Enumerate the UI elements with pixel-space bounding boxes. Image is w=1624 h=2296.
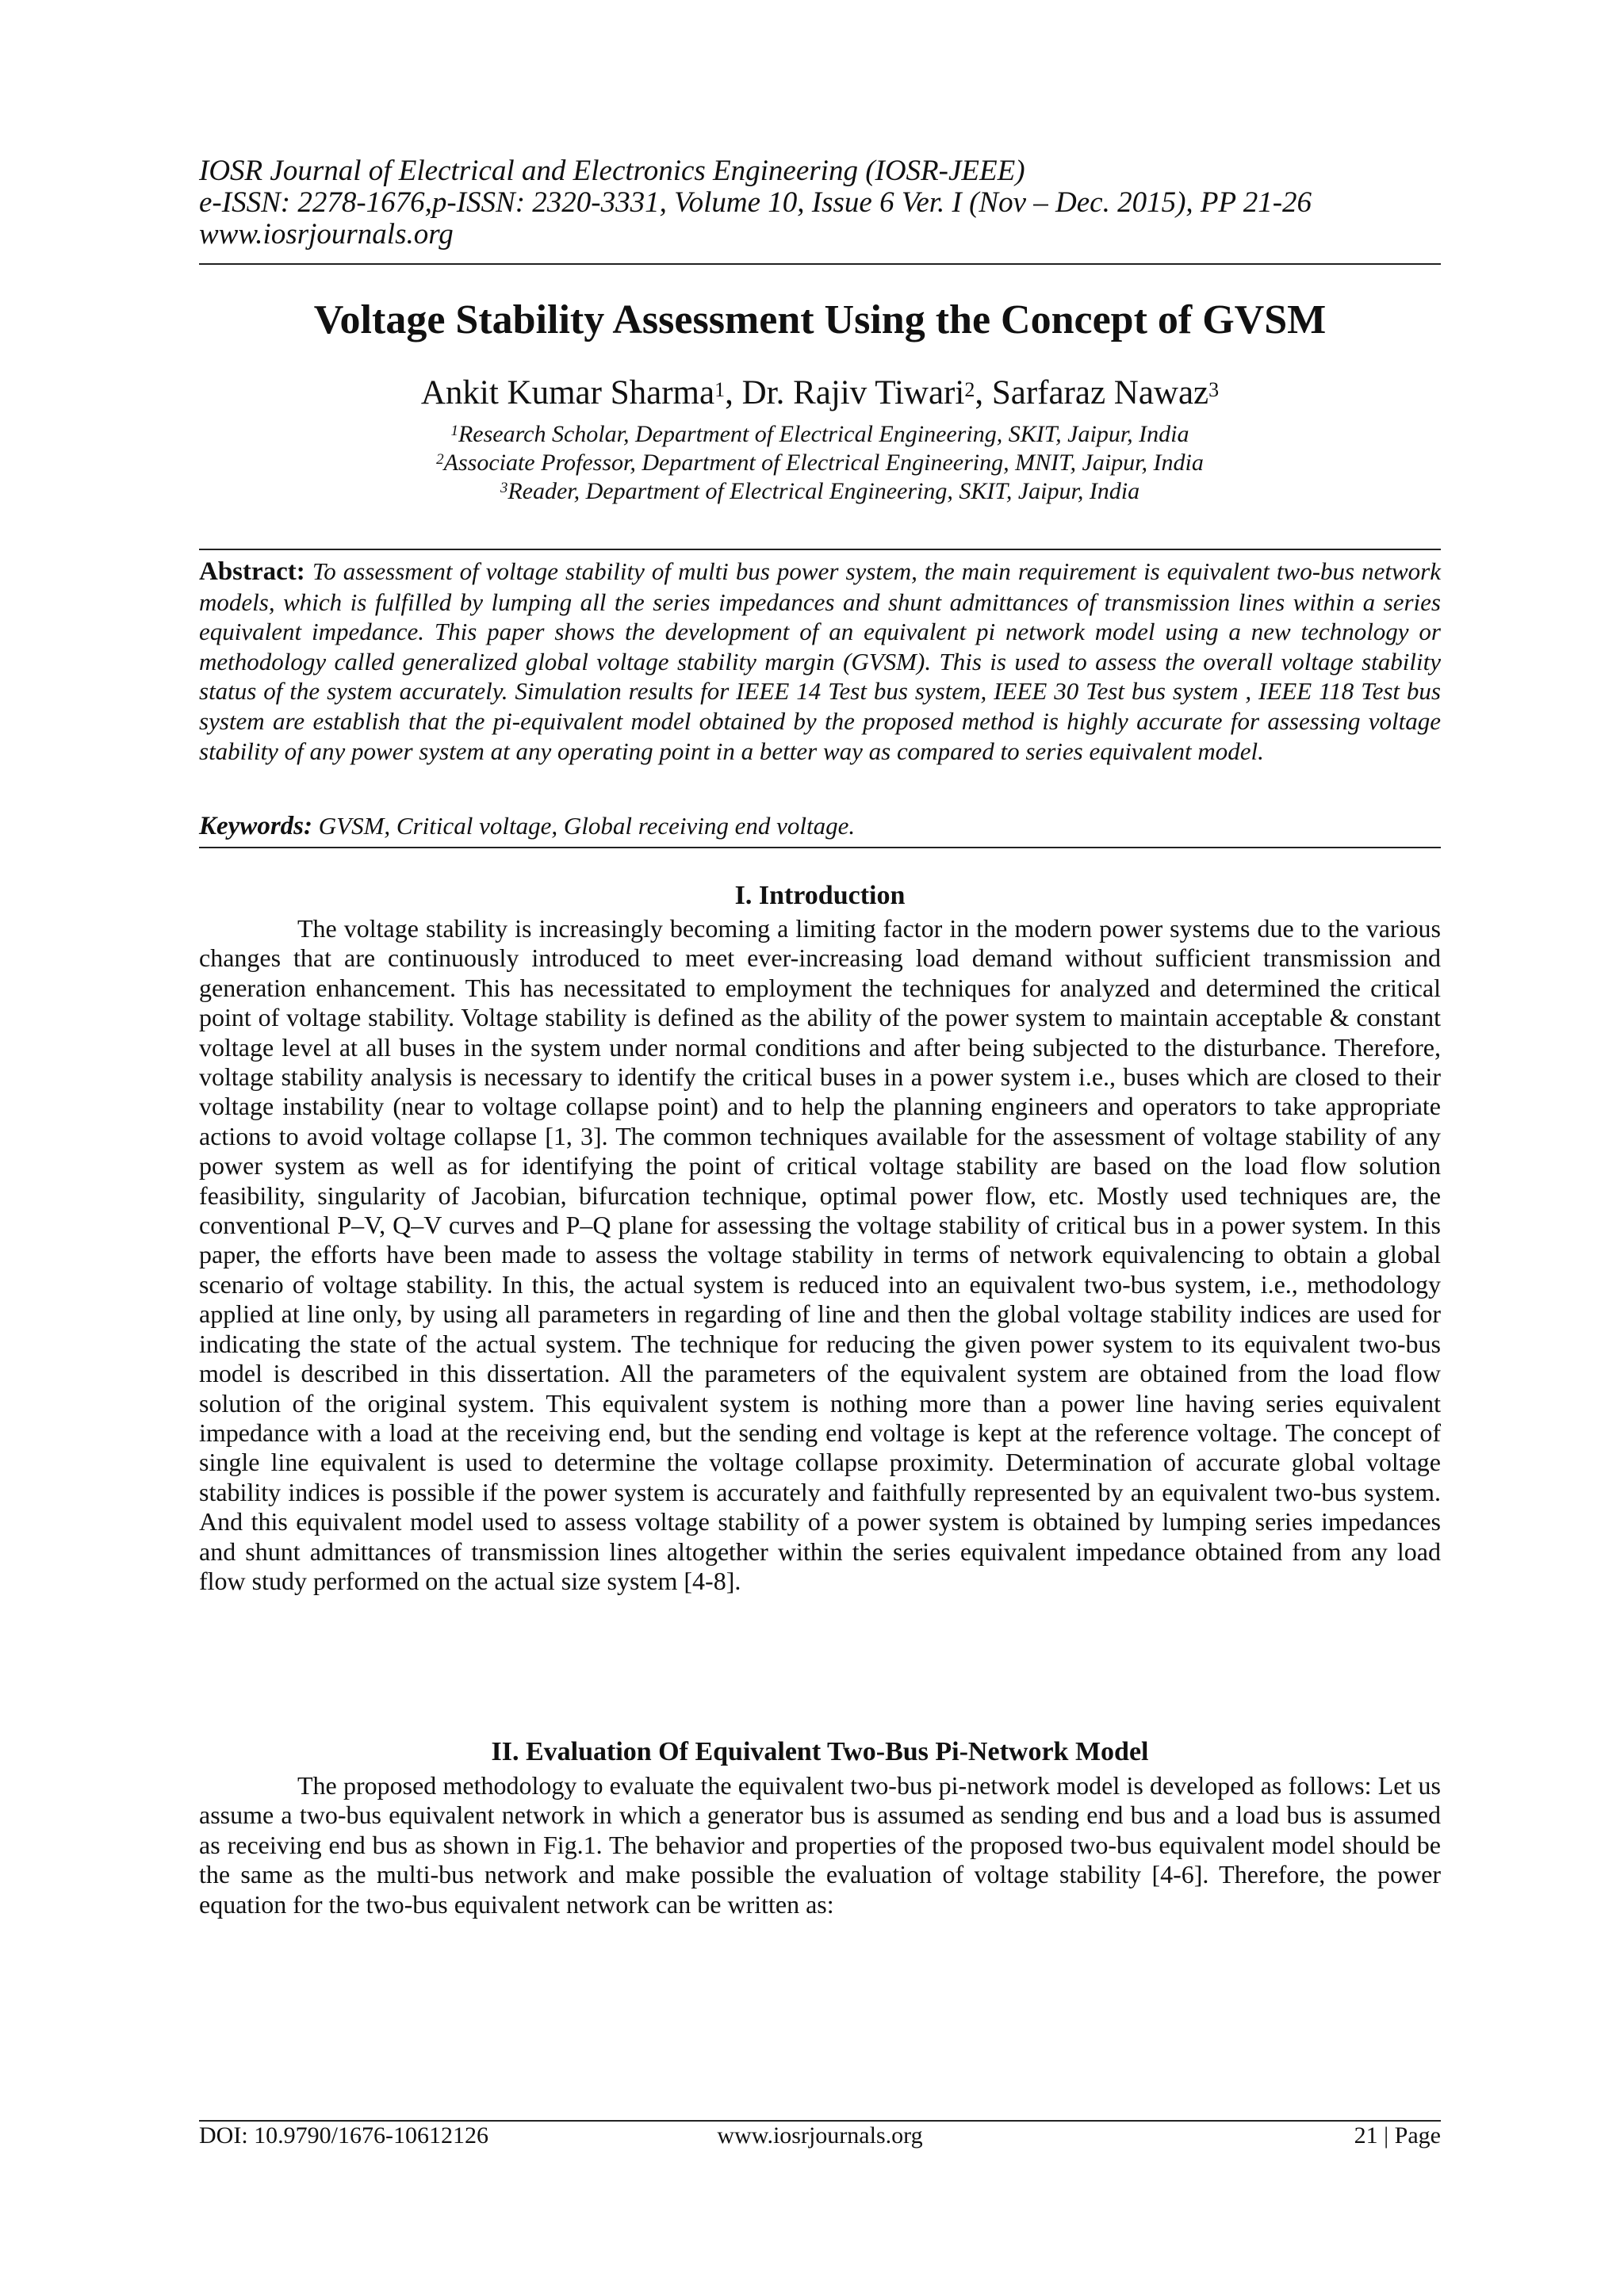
journal-website: www.iosrjournals.org	[199, 218, 454, 251]
keywords-text: GVSM, Critical voltage, Global receiving end voltage.	[318, 812, 856, 840]
section-heading-introduction: I. Introduction	[734, 881, 906, 910]
abstract-top-rule	[199, 549, 1441, 550]
footer-website: www.iosrjournals.org	[717, 2122, 923, 2149]
keywords-label: Keywords:	[199, 812, 312, 840]
author-list	[199, 373, 1441, 414]
affiliation-mark: 3	[500, 480, 508, 496]
affiliation	[199, 477, 1441, 506]
author-separator: ,	[725, 374, 742, 411]
affiliation-text: Reader, Department of Electrical Engineering, SKIT, Jaipur, India	[508, 478, 1140, 504]
affiliation	[199, 420, 1441, 449]
evaluation-paragraph: The proposed methodology to evaluate the equivalent two-bus pi-network model is developed as follows: Let us assume a two-bus equivalent network in which a generator bus is assumed as sending end bus and a load bus is assumed as receiving end bus as shown in Fig.1. The behavior and properties of the proposed two-bus equivalent model should be the same as the multi-bus network and make possible the evaluation of voltage stability [4-6]. Therefore, the power equation for the two-bus equivalent network can be written as:	[199, 1771, 1441, 1919]
author-mark: 3	[1208, 378, 1220, 401]
section-heading-evaluation: II. Evaluation Of Equivalent Two-Bus Pi-Network Model	[491, 1737, 1149, 1766]
affiliation-text: Research Scholar, Department of Electrical Engineering, SKIT, Jaipur, India	[458, 421, 1189, 447]
author-mark: 1	[714, 378, 726, 401]
abstract-label: Abstract:	[199, 557, 305, 586]
footer-doi: DOI: 10.9790/1676-10612126	[199, 2122, 488, 2149]
affiliation	[199, 449, 1441, 477]
header-rule	[199, 263, 1441, 265]
affiliation-mark: 1	[450, 423, 458, 439]
author-mark: 2	[964, 378, 975, 401]
abstract-bottom-rule	[199, 847, 1441, 848]
abstract	[199, 557, 1441, 766]
affiliation-text: Associate Professor, Department of Electrical Engineering, MNIT, Jaipur, India	[443, 450, 1204, 476]
introduction-paragraph: The voltage stability is increasingly becoming a limiting factor in the modern power systems due to the various changes that are continuously introduced to meet ever-increasing load demand without sufficient transmission and generation enhancement. This has necessitated to employment the techniques for analyzed and determined the critical point of voltage stability. Voltage stability is defined as the ability of the power system to maintain acceptable & constant voltage level at all buses in the system under normal conditions and after being subjected to the disturbance. Therefore, voltage stability analysis is necessary to identify the critical buses in a power system i.e., buses which are closed to their voltage instability (near to voltage collapse point) and to help the planning engineers and operators to take appropriate actions to avoid voltage collapse [1, 3]. The common techniques available for the assessment of voltage stability of any power system as well as for identifying the point of critical voltage stability are based on the load flow solution feasibility, singularity of Jacobian, bifurcation technique, optimal power flow, etc. Mostly used techniques are, the conventional P–V, Q–V curves and P–Q plane for assessing the voltage stability of critical bus in a power system. In this paper, the efforts have been made to assess the voltage stability in terms of network equivalencing to obtain a global scenario of voltage stability. In this, the actual system is reduced into an equivalent two-bus system, i.e., methodology applied at line only, by using all parameters in regarding of line and then the global voltage stability indices are used for indicating the state of the actual system. The technique for reducing the given power system to its equivalent two-bus model is described in this dissertation. All the parameters of the equivalent system are obtained from the load flow solution of the original system. This equivalent system is nothing more than a power line having series equivalent impedance with a load at the receiving end, but the sending end voltage is kept at the reference voltage. The concept of single line equivalent is used to determine the voltage collapse proximity. Determination of accurate global voltage stability indices is possible if the power system is accurately and faithfully represented by an equivalent two-bus system. And this equivalent model used to assess voltage stability of a power system is obtained by lumping series impedances and shunt admittances of transmission lines altogether within the series equivalent impedance obtained from any load flow study performed on the actual size system [4-8].	[199, 914, 1441, 1595]
keywords	[199, 811, 1441, 841]
affiliation-list	[199, 420, 1441, 506]
journal-header	[199, 155, 1441, 251]
footer-page-number: 21 | Page	[1354, 2122, 1441, 2149]
journal-name: IOSR Journal of Electrical and Electronics Engineering (IOSR-JEEE)	[199, 155, 1025, 187]
author-name: Sarfaraz Nawaz	[991, 374, 1209, 411]
author-name: Dr. Rajiv Tiwari	[741, 374, 965, 411]
paper-title: Voltage Stability Assessment Using the Concept of GVSM	[313, 297, 1327, 342]
journal-issue: e-ISSN: 2278-1676,p-ISSN: 2320-3331, Volume 10, Issue 6 Ver. I (Nov – Dec. 2015), PP 21-26	[199, 186, 1312, 219]
author-name: Ankit Kumar Sharma	[420, 374, 715, 411]
author-separator: ,	[975, 374, 992, 411]
affiliation-mark: 2	[436, 451, 444, 468]
abstract-text: To assessment of voltage stability of multi bus power system, the main requirement is equivalent two-bus network models, which is fulfilled by lumping all the series impedances and shunt admittances of transmission lines within a series equivalent impedance. This paper shows the development of an equivalent pi network model using a new technology or methodology called generalized global voltage stability margin (GVSM). This is used to assess the overall voltage stability status of the system accurately. Simulation results for IEEE 14 Test bus system, IEEE 30 Test bus system , IEEE 118 Test bus system are establish that the pi-equivalent model obtained by the proposed method is highly accurate for assessing voltage stability of any power system at any operating point in a better way as compared to series equivalent model.	[199, 557, 1442, 765]
